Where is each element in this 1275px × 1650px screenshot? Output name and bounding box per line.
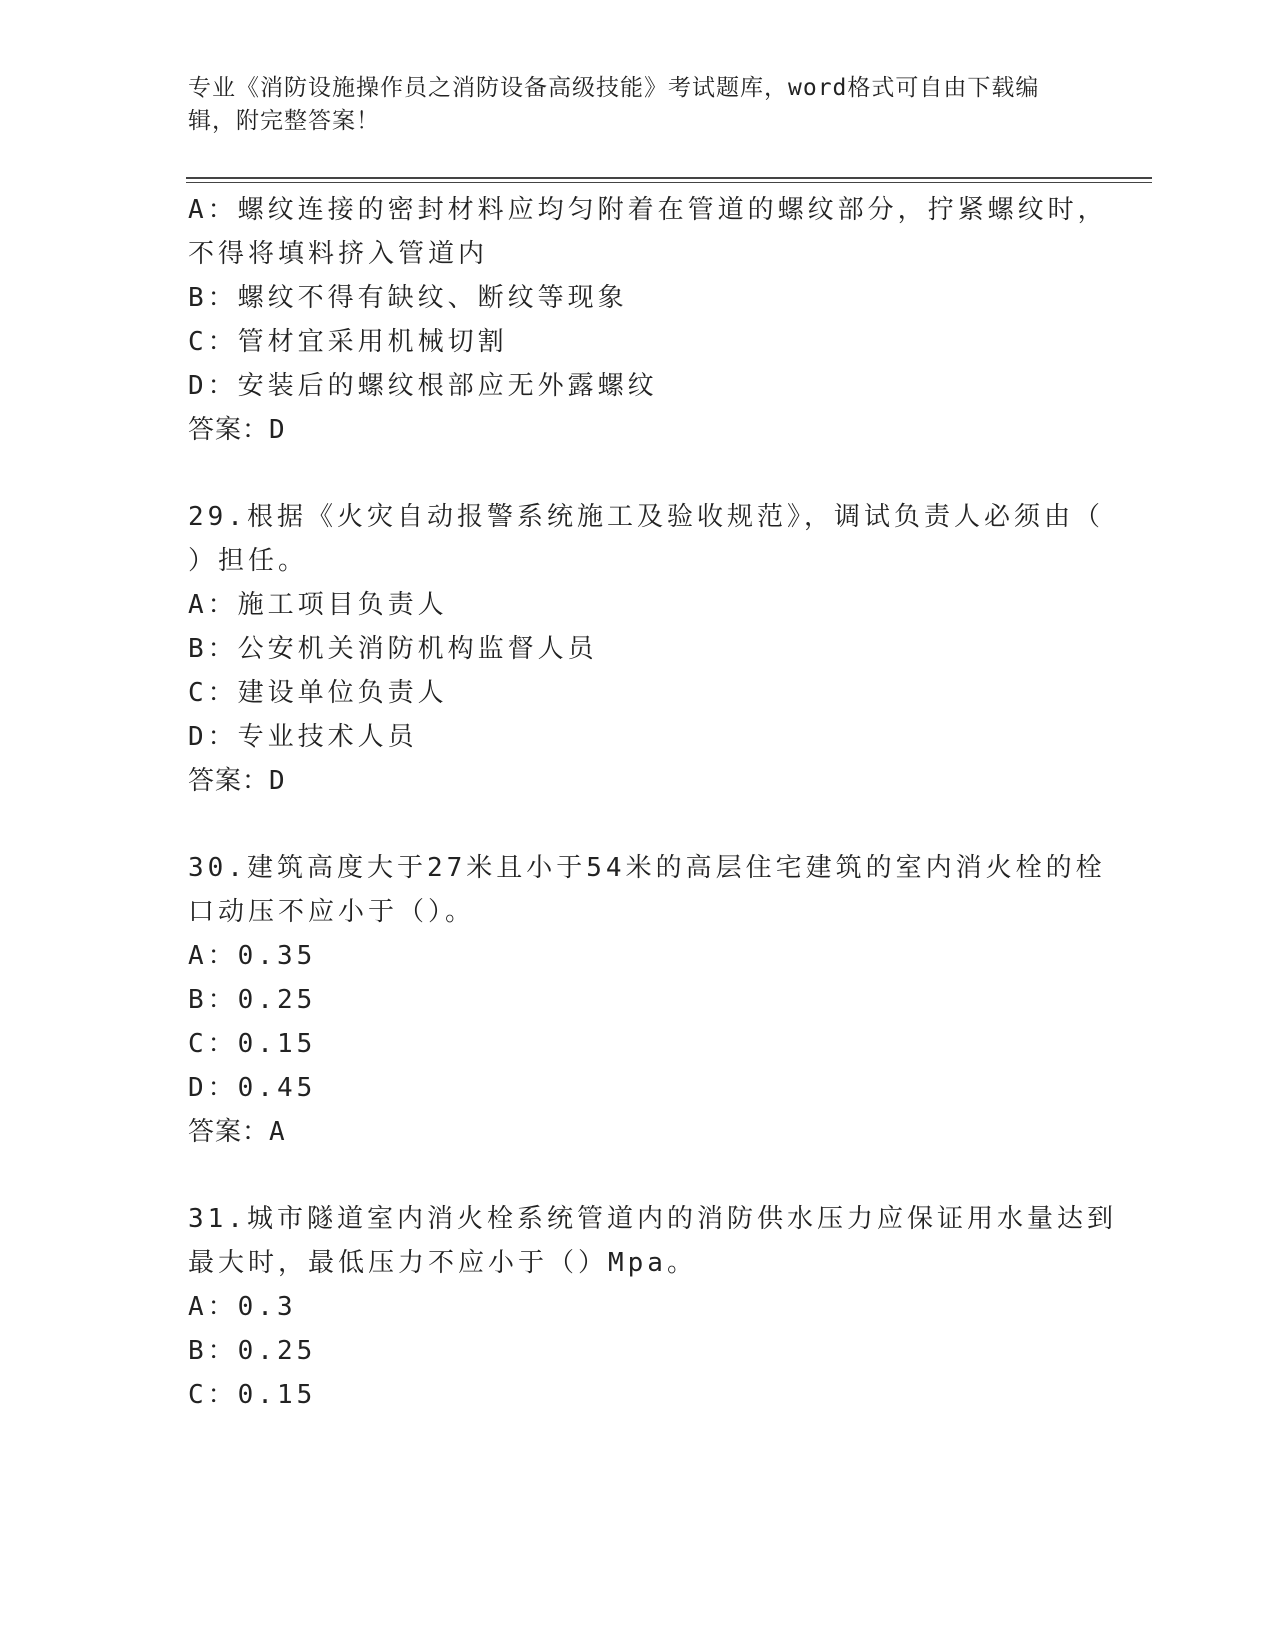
q29-stem-line1: 29.根据《火灾自动报警系统施工及验收规范》，调试负责人必须由（ <box>188 502 1104 532</box>
q30-option-d: D：0.45 <box>188 1073 317 1103</box>
q28-option-a-line2: 不得将填料挤入管道内 <box>188 239 489 269</box>
q29-option-c: C：建设单位负责人 <box>188 678 448 708</box>
q30-option-c: C：0.15 <box>188 1029 317 1059</box>
q31-option-a: A：0.3 <box>188 1292 297 1322</box>
header-line-2: 辑，附完整答案！ <box>188 108 380 134</box>
q28-answer: 答案：D <box>188 415 286 445</box>
q30-stem-line2: 口动压不应小于（）。 <box>188 897 476 927</box>
q31-stem-line2: 最大时，最低压力不应小于（）Mpa。 <box>188 1248 697 1278</box>
q31-option-b: B：0.25 <box>188 1336 317 1366</box>
q28-option-b: B：螺纹不得有缺纹、断纹等现象 <box>188 283 628 313</box>
q29-answer: 答案：D <box>188 766 286 796</box>
q30-option-a: A：0.35 <box>188 941 317 971</box>
header-divider-thin <box>186 182 1152 183</box>
q29-option-b: B：公安机关消防机构监督人员 <box>188 634 598 664</box>
q29-stem-line2: ）担任。 <box>188 546 309 576</box>
q31-stem-line1: 31.城市隧道室内消火栓系统管道内的消防供水压力应保证用水量达到 <box>188 1204 1117 1234</box>
q28-option-c: C：管材宜采用机械切割 <box>188 327 508 357</box>
q29-option-d: D：专业技术人员 <box>188 722 418 752</box>
q29-option-a: A：施工项目负责人 <box>188 590 448 620</box>
q30-stem-line1: 30.建筑高度大于27米且小于54米的高层住宅建筑的室内消火栓的栓 <box>188 853 1106 883</box>
q30-option-b: B：0.25 <box>188 985 317 1015</box>
header-line-1: 专业《消防设施操作员之消防设备高级技能》考试题库，word格式可自由下载编 <box>188 75 1040 101</box>
header-divider-thick <box>186 177 1152 179</box>
document-header <box>188 72 1068 138</box>
q28-option-a-line1: A：螺纹连接的密封材料应均匀附着在管道的螺纹部分，拧紧螺纹时， <box>188 195 1108 225</box>
q30-answer: 答案：A <box>188 1117 286 1147</box>
q31-option-c: C：0.15 <box>188 1380 317 1410</box>
q28-option-d: D：安装后的螺纹根部应无外露螺纹 <box>188 371 658 401</box>
